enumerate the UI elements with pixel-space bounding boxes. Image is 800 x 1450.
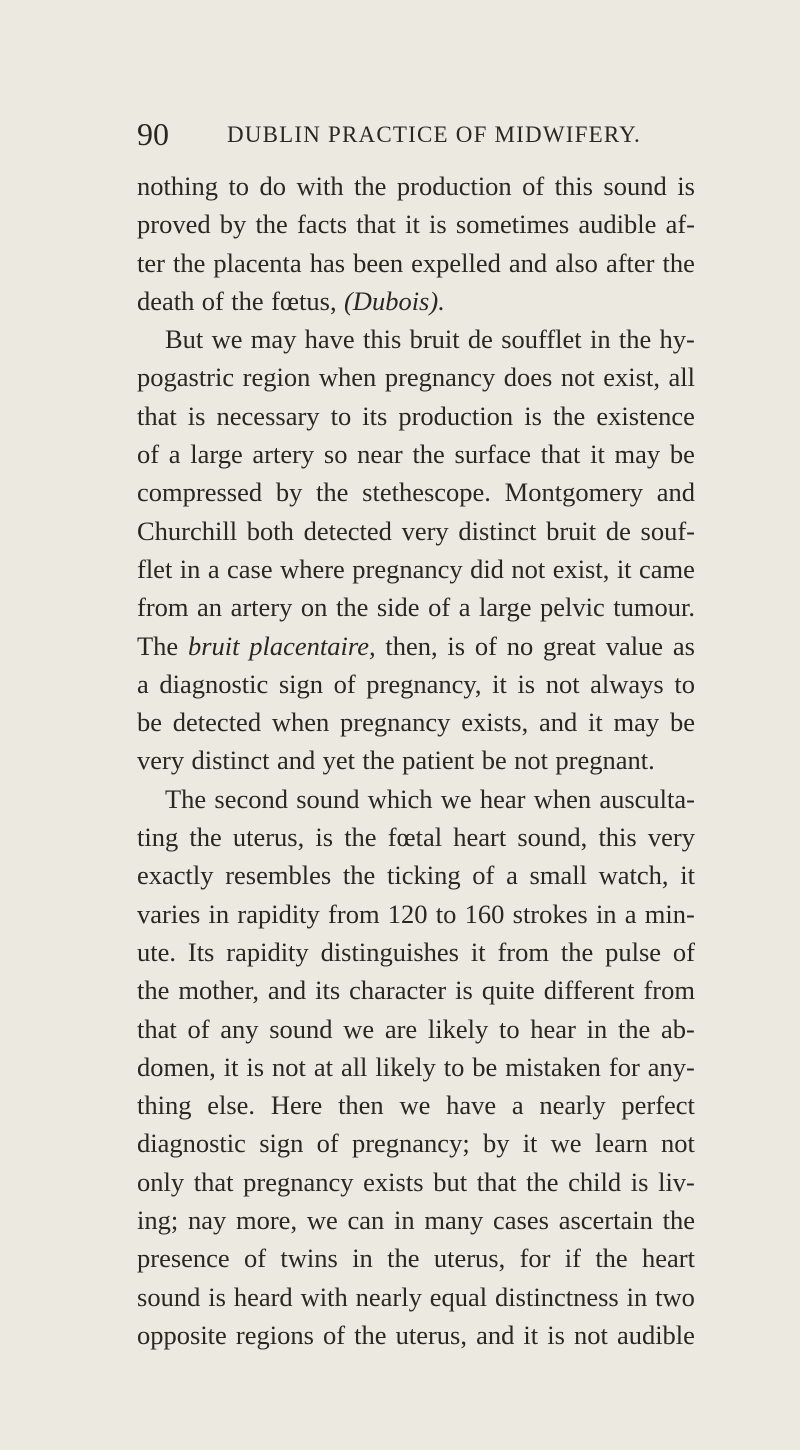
text-line: exactly resembles the ticking of a small watch, it xyxy=(137,860,695,891)
text-line: The bruit placentaire, then, is of no great value as xyxy=(137,630,695,661)
text-line: from an artery on the side of a large pelvic tumour. xyxy=(137,592,695,623)
text-line: a diagnostic sign of pregnancy, it is not always to xyxy=(137,668,695,699)
running-title: DUBLIN PRACTICE OF MIDWIFERY. xyxy=(227,122,641,147)
text-line: thing else. Here then we have a nearly perfect xyxy=(137,1090,695,1121)
text-line: compressed by the stethescope. Montgomery and xyxy=(137,477,695,508)
text-line: The second sound which we hear when ausculta- xyxy=(165,783,695,814)
text-line: sound is heard with nearly equal distinctness in two xyxy=(137,1281,695,1312)
text-line: ting the uterus, is the fœtal heart sound, this very xyxy=(137,822,695,853)
text-line: the mother, and its character is quite different from xyxy=(137,975,695,1006)
body-text xyxy=(137,167,695,1354)
text-line: very distinct and yet the patient be not pregnant. xyxy=(137,745,655,776)
text-line: that of any sound we are likely to hear in the ab- xyxy=(137,1013,695,1044)
text-line: be detected when pregnancy exists, and it may be xyxy=(137,707,695,738)
text-line: flet in a case where pregnancy did not exist, it came xyxy=(137,553,695,584)
text-line: opposite regions of the uterus, and it is not audible xyxy=(137,1319,695,1350)
text-line: varies in rapidity from 120 to 160 strokes in a min- xyxy=(137,898,695,929)
text-line: proved by the facts that it is sometimes audible af- xyxy=(137,209,695,240)
text-line: But we may have this bruit de soufflet in the hy- xyxy=(165,324,695,355)
text-line: nothing to do with the production of this sound is xyxy=(137,171,695,201)
running-head xyxy=(137,116,677,152)
text-line: that is necessary to its production is the existence xyxy=(137,400,695,431)
text-line: diagnostic sign of pregnancy; by it we learn not xyxy=(137,1128,695,1159)
page-number: 90 xyxy=(137,116,169,152)
text-line: death of the fœtus, (Dubois). xyxy=(137,285,445,316)
text-line: presence of twins in the uterus, for if the heart xyxy=(137,1243,695,1274)
text-line: domen, it is not at all likely to be mistaken for any- xyxy=(137,1051,695,1082)
text-line: ute. Its rapidity distinguishes it from the pulse of xyxy=(137,936,695,967)
text-line: only that pregnancy exists but that the child is liv- xyxy=(137,1166,695,1197)
text-line: Churchill both detected very distinct bruit de souf- xyxy=(137,515,695,546)
text-line: of a large artery so near the surface that it may be xyxy=(137,439,695,470)
text-line: ing; nay more, we can in many cases ascertain the xyxy=(137,1205,695,1236)
text-line: ter the placenta has been expelled and also after the xyxy=(137,247,695,278)
text-line: pogastric region when pregnancy does not exist, all xyxy=(137,362,695,393)
